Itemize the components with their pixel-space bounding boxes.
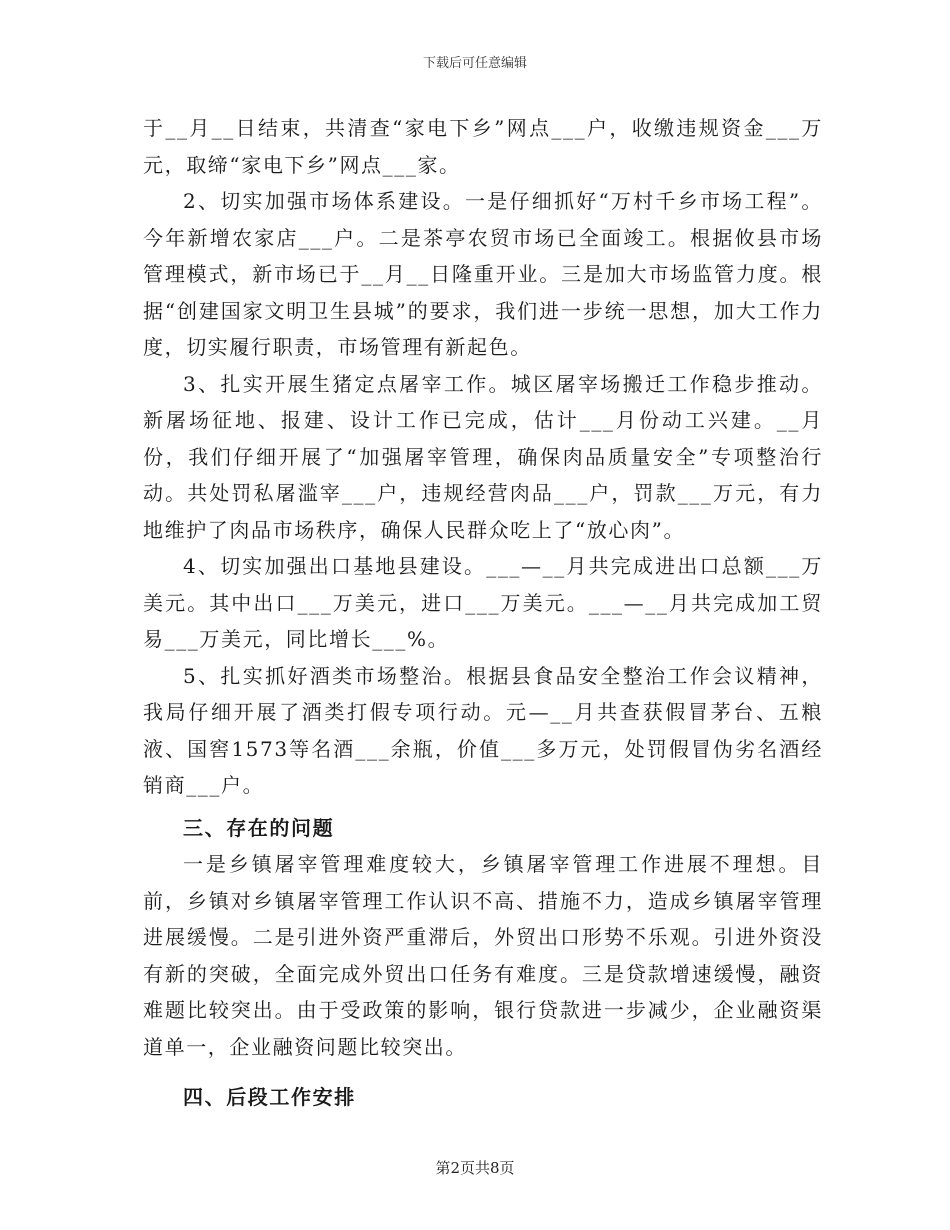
page-header: 下载后可任意编辑 bbox=[422, 56, 527, 71]
paragraph-market-system: 2、切实加强市场体系建设。一是仔细抓好“万村千乡市场工程”。今年新增农家店___户。二是茶亭农贸市场已全面竣工。根据攸县市场管理模式，新市场已于__月__日隆重开业。三是加大市场监管力度。根据“创建国家文明卫生县城”的要求，我们进一步统一思想，加大工作力度，切实履行职责，市场管理有新起色。 bbox=[143, 189, 823, 359]
paragraph-export-base: 4、切实加强出口基地县建设。___—__月共完成进出口总额___万美元。其中出口___万美元，进口___万美元。___—__月共完成加工贸易___万美元，同比增长___%。 bbox=[143, 554, 823, 651]
section-heading-problems: 三、存在的问题 bbox=[183, 815, 335, 840]
document-body bbox=[143, 110, 823, 1116]
section-heading-next-steps: 四、后段工作安排 bbox=[183, 1085, 356, 1109]
paragraph-continued: 于__月__日结束，共清查“家电下乡”网点___户，收缴违规资金___万元，取缔“家电下乡”网点___家。 bbox=[143, 116, 823, 177]
page-footer: 第2页共8页 bbox=[435, 1159, 515, 1177]
paragraph-slaughter: 3、扎实开展生猪定点屠宰工作。城区屠宰场搬迁工作稳步推动。新屠场征地、报建、设计工作已完成，估计___月份动工兴建。__月份，我们仔细开展了“加强屠宰管理，确保肉品质量安全”专项整治行动。共处罚私屠滥宰___户，违规经营肉品___户，罚款___万元，有力地维护了肉品市场秩序，确保人民群众吃上了“放心肉”。 bbox=[143, 371, 823, 542]
paragraph-problems: 一是乡镇屠宰管理难度较大，乡镇屠宰管理工作进展不理想。目前，乡镇对乡镇屠宰管理工作认识不高、措施不力，造成乡镇屠宰管理进展缓慢。二是引进外资严重滞后，外贸出口形势不乐观。引进外资没有新的突破，全面完成外贸出口任务有难度。三是贷款增速缓慢，融资难题比较突出。由于受政策的影响，银行贷款进一步减少，企业融资渠道单一，企业融资问题比较突出。 bbox=[143, 852, 823, 1059]
paragraph-liquor-market: 5、扎实抓好酒类市场整治。根据县食品安全整治工作会议精神，我局仔细开展了酒类打假专项行动。元—__月共查获假冒茅台、五粮液、国窖1573等名酒___余瓶，价值___多万元，处罚假冒伪劣名酒经销商___户。 bbox=[143, 663, 823, 797]
